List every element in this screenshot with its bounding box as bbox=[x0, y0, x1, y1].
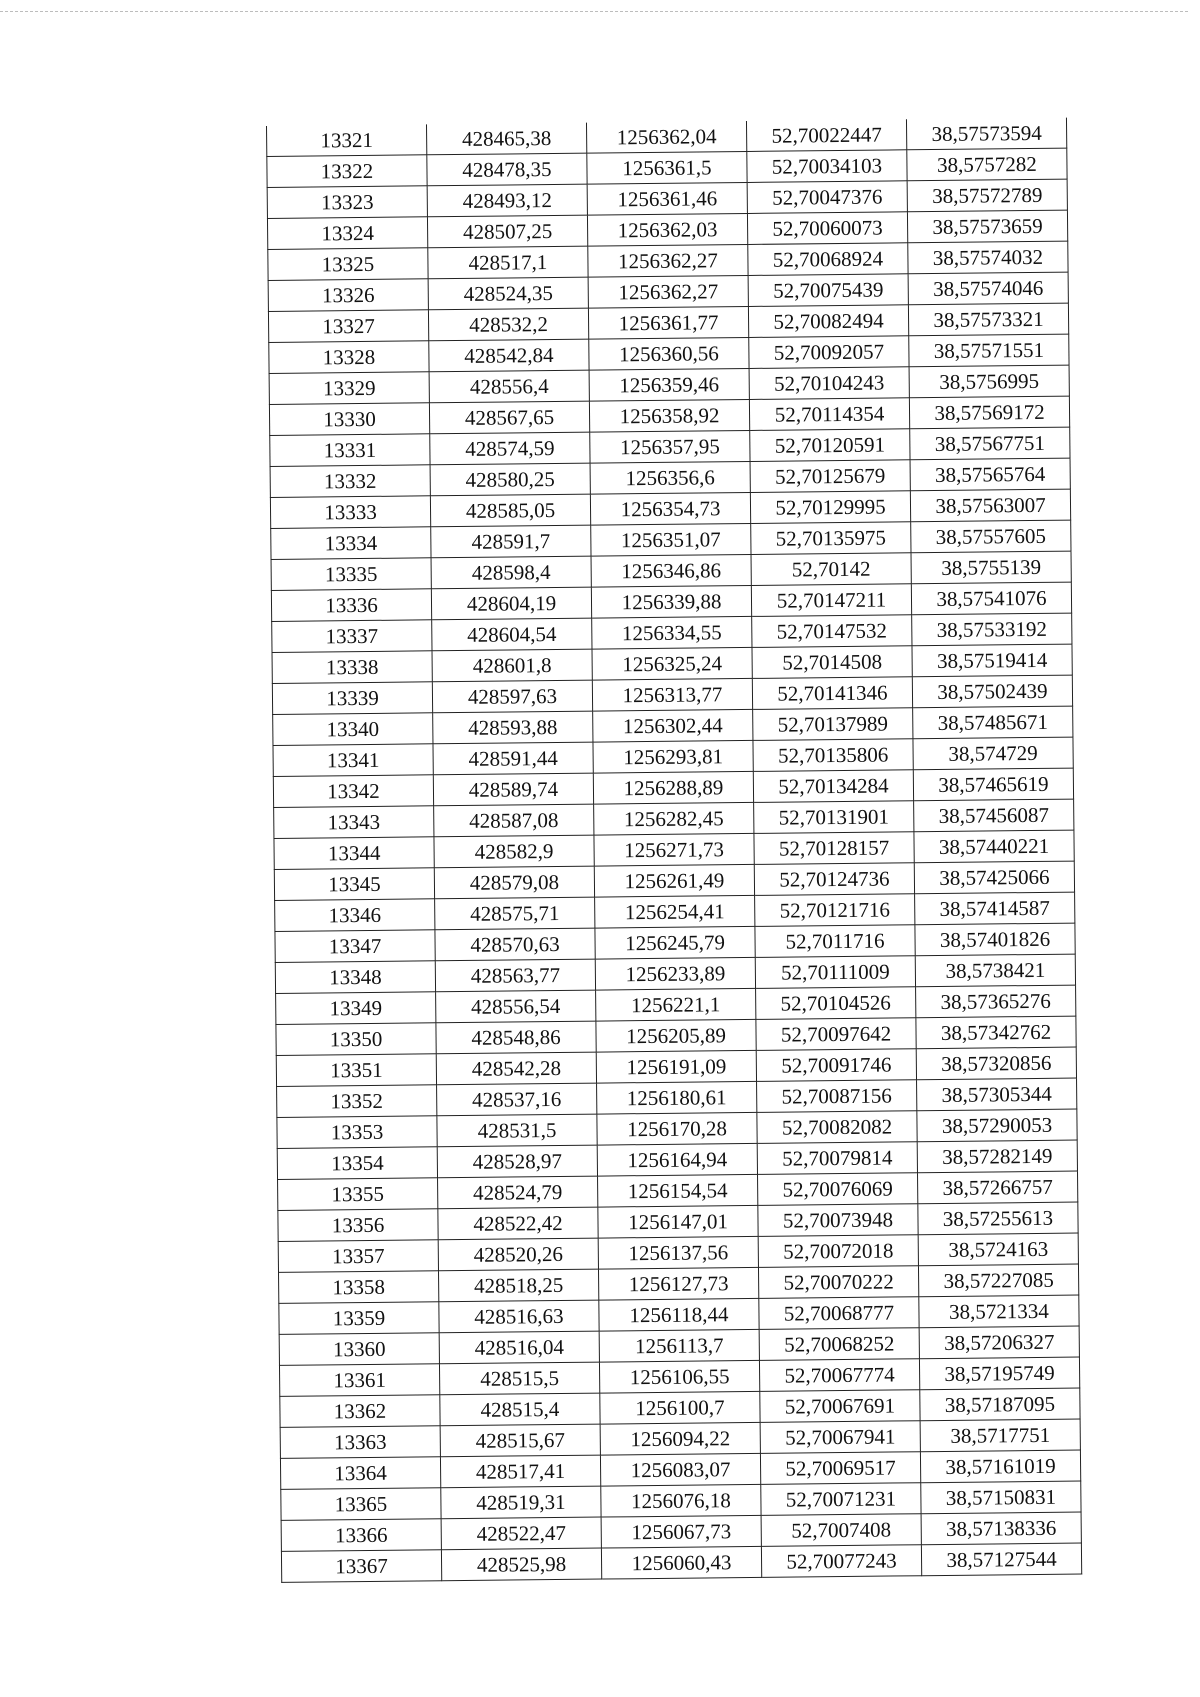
longitude-cell: 38,57290053 bbox=[917, 1109, 1077, 1142]
point-number-cell: 13343 bbox=[274, 806, 434, 839]
longitude-cell: 38,57266757 bbox=[917, 1171, 1077, 1204]
latitude-cell: 52,70134284 bbox=[753, 770, 913, 803]
y-coordinate-cell: 1256180,61 bbox=[597, 1081, 757, 1114]
longitude-cell: 38,57440221 bbox=[914, 830, 1074, 863]
x-coordinate-cell: 428518,25 bbox=[438, 1269, 598, 1302]
x-coordinate-cell: 428542,84 bbox=[429, 339, 589, 372]
x-coordinate-cell: 428585,05 bbox=[430, 494, 590, 527]
point-number-cell: 13351 bbox=[276, 1054, 436, 1087]
longitude-cell: 38,57565764 bbox=[910, 458, 1070, 491]
point-number-cell: 13356 bbox=[278, 1209, 438, 1242]
point-number-cell: 13342 bbox=[273, 775, 433, 808]
y-coordinate-cell: 1256357,95 bbox=[590, 430, 750, 463]
latitude-cell: 52,70068924 bbox=[748, 243, 908, 276]
longitude-cell: 38,57574032 bbox=[908, 241, 1068, 274]
y-coordinate-cell: 1256282,45 bbox=[594, 802, 754, 835]
y-coordinate-cell: 1256351,07 bbox=[591, 523, 751, 556]
latitude-cell: 52,70131901 bbox=[754, 801, 914, 834]
point-number-cell: 13322 bbox=[267, 155, 427, 188]
point-number-cell: 13339 bbox=[272, 682, 432, 715]
point-number-cell: 13359 bbox=[279, 1302, 439, 1335]
point-number-cell: 13349 bbox=[276, 992, 436, 1025]
latitude-cell: 52,70068252 bbox=[759, 1328, 919, 1361]
x-coordinate-cell: 428537,16 bbox=[437, 1083, 597, 1116]
point-number-cell: 13347 bbox=[275, 930, 435, 963]
latitude-cell: 52,70087156 bbox=[757, 1080, 917, 1113]
point-number-cell: 13350 bbox=[276, 1023, 436, 1056]
latitude-cell: 52,70082494 bbox=[748, 305, 908, 338]
point-number-cell: 13365 bbox=[281, 1488, 441, 1521]
latitude-cell: 52,70141346 bbox=[752, 677, 912, 710]
y-coordinate-cell: 1256360,56 bbox=[589, 337, 749, 370]
longitude-cell: 38,5755139 bbox=[911, 551, 1071, 584]
y-coordinate-cell: 1256060,43 bbox=[601, 1546, 761, 1579]
y-coordinate-cell: 1256346,86 bbox=[591, 554, 751, 587]
point-number-cell: 13324 bbox=[267, 217, 427, 250]
longitude-cell: 38,57519414 bbox=[912, 644, 1072, 677]
longitude-cell: 38,57187095 bbox=[920, 1388, 1080, 1421]
latitude-cell: 52,70082082 bbox=[757, 1111, 917, 1144]
y-coordinate-cell: 1256359,46 bbox=[589, 368, 749, 401]
longitude-cell: 38,5738421 bbox=[915, 954, 1075, 987]
latitude-cell: 52,70121716 bbox=[755, 894, 915, 927]
y-coordinate-cell: 1256361,5 bbox=[587, 151, 747, 184]
point-number-cell: 13325 bbox=[268, 248, 428, 281]
y-coordinate-cell: 1256083,07 bbox=[600, 1453, 760, 1486]
longitude-cell: 38,57401826 bbox=[915, 923, 1075, 956]
latitude-cell: 52,70067691 bbox=[760, 1390, 920, 1423]
longitude-cell: 38,57282149 bbox=[917, 1140, 1077, 1173]
x-coordinate-cell: 428522,42 bbox=[438, 1207, 598, 1240]
latitude-cell: 52,70060073 bbox=[747, 212, 907, 245]
y-coordinate-cell: 1256113,7 bbox=[599, 1329, 759, 1362]
y-coordinate-cell: 1256254,41 bbox=[595, 895, 755, 928]
latitude-cell: 52,70022447 bbox=[746, 119, 906, 151]
point-number-cell: 13331 bbox=[270, 434, 430, 467]
y-coordinate-cell: 1256293,81 bbox=[593, 740, 753, 773]
y-coordinate-cell: 1256076,18 bbox=[601, 1484, 761, 1517]
x-coordinate-cell: 428570,63 bbox=[435, 928, 595, 961]
longitude-cell: 38,57227085 bbox=[918, 1264, 1078, 1297]
point-number-cell: 13361 bbox=[279, 1364, 439, 1397]
y-coordinate-cell: 1256356,6 bbox=[590, 461, 750, 494]
latitude-cell: 52,7014508 bbox=[752, 646, 912, 679]
longitude-cell: 38,57557605 bbox=[911, 520, 1071, 553]
longitude-cell: 38,57574046 bbox=[908, 272, 1068, 305]
y-coordinate-cell: 1256164,94 bbox=[597, 1143, 757, 1176]
x-coordinate-cell: 428591,7 bbox=[431, 525, 591, 558]
y-coordinate-cell: 1256362,27 bbox=[588, 275, 748, 308]
point-number-cell: 13341 bbox=[273, 744, 433, 777]
x-coordinate-cell: 428478,35 bbox=[427, 153, 587, 186]
longitude-cell: 38,57456087 bbox=[914, 799, 1074, 832]
y-coordinate-cell: 1256271,73 bbox=[594, 833, 754, 866]
x-coordinate-cell: 428517,1 bbox=[428, 246, 588, 279]
point-number-cell: 13345 bbox=[274, 868, 434, 901]
point-number-cell: 13344 bbox=[274, 837, 434, 870]
y-coordinate-cell: 1256362,03 bbox=[587, 213, 747, 246]
longitude-cell: 38,57414587 bbox=[915, 892, 1075, 925]
longitude-cell: 38,57573594 bbox=[906, 118, 1066, 150]
latitude-cell: 52,70076069 bbox=[758, 1173, 918, 1206]
y-coordinate-cell: 1256354,73 bbox=[590, 492, 750, 525]
latitude-cell: 52,70137989 bbox=[753, 708, 913, 741]
longitude-cell: 38,5724163 bbox=[918, 1233, 1078, 1266]
y-coordinate-cell: 1256261,49 bbox=[594, 864, 754, 897]
point-number-cell: 13353 bbox=[277, 1116, 437, 1149]
point-number-cell: 13346 bbox=[275, 899, 435, 932]
longitude-cell: 38,57573659 bbox=[907, 210, 1067, 243]
longitude-cell: 38,57255613 bbox=[918, 1202, 1078, 1235]
y-coordinate-cell: 1256094,22 bbox=[600, 1422, 760, 1455]
x-coordinate-cell: 428524,79 bbox=[438, 1176, 598, 1209]
longitude-cell: 38,5721334 bbox=[919, 1295, 1079, 1328]
y-coordinate-cell: 1256313,77 bbox=[592, 678, 752, 711]
longitude-cell: 38,57425066 bbox=[914, 861, 1074, 894]
latitude-cell: 52,70129995 bbox=[750, 491, 910, 524]
x-coordinate-cell: 428515,67 bbox=[440, 1424, 600, 1457]
point-number-cell: 13334 bbox=[271, 527, 431, 560]
y-coordinate-cell: 1256106,55 bbox=[599, 1360, 759, 1393]
latitude-cell: 52,70091746 bbox=[756, 1049, 916, 1082]
y-coordinate-cell: 1256362,27 bbox=[588, 244, 748, 277]
point-number-cell: 13327 bbox=[268, 310, 428, 343]
latitude-cell: 52,70034103 bbox=[747, 150, 907, 183]
y-coordinate-cell: 1256067,73 bbox=[601, 1515, 761, 1548]
latitude-cell: 52,70092057 bbox=[749, 336, 909, 369]
point-number-cell: 13367 bbox=[281, 1550, 441, 1583]
scan-edge-line bbox=[0, 11, 1188, 12]
x-coordinate-cell: 428580,25 bbox=[430, 463, 590, 496]
latitude-cell: 52,70068777 bbox=[759, 1297, 919, 1330]
x-coordinate-cell: 428556,4 bbox=[429, 370, 589, 403]
coordinate-table-container bbox=[266, 118, 1081, 1583]
point-number-cell: 13360 bbox=[279, 1333, 439, 1366]
point-number-cell: 13355 bbox=[278, 1178, 438, 1211]
x-coordinate-cell: 428525,98 bbox=[441, 1548, 601, 1581]
x-coordinate-cell: 428520,26 bbox=[438, 1238, 598, 1271]
latitude-cell: 52,70125679 bbox=[750, 460, 910, 493]
y-coordinate-cell: 1256361,77 bbox=[588, 306, 748, 339]
point-number-cell: 13340 bbox=[273, 713, 433, 746]
x-coordinate-cell: 428528,97 bbox=[437, 1145, 597, 1178]
latitude-cell: 52,70124736 bbox=[754, 863, 914, 896]
longitude-cell: 38,57533192 bbox=[912, 613, 1072, 646]
latitude-cell: 52,70135975 bbox=[751, 522, 911, 555]
latitude-cell: 52,70067774 bbox=[759, 1359, 919, 1392]
longitude-cell: 38,57150831 bbox=[921, 1481, 1081, 1514]
latitude-cell: 52,70047376 bbox=[747, 181, 907, 214]
point-number-cell: 13348 bbox=[275, 961, 435, 994]
y-coordinate-cell: 1256339,88 bbox=[591, 585, 751, 618]
x-coordinate-cell: 428604,54 bbox=[432, 618, 592, 651]
longitude-cell: 38,57138336 bbox=[921, 1512, 1081, 1545]
latitude-cell: 52,70147532 bbox=[752, 615, 912, 648]
y-coordinate-cell: 1256325,24 bbox=[592, 647, 752, 680]
latitude-cell: 52,70070222 bbox=[758, 1266, 918, 1299]
longitude-cell: 38,57365276 bbox=[916, 985, 1076, 1018]
y-coordinate-cell: 1256147,01 bbox=[598, 1205, 758, 1238]
point-number-cell: 13362 bbox=[280, 1395, 440, 1428]
latitude-cell: 52,7011716 bbox=[755, 925, 915, 958]
x-coordinate-cell: 428522,47 bbox=[441, 1517, 601, 1550]
point-number-cell: 13336 bbox=[271, 589, 431, 622]
latitude-cell: 52,70097642 bbox=[756, 1018, 916, 1051]
y-coordinate-cell: 1256170,28 bbox=[597, 1112, 757, 1145]
point-number-cell: 13338 bbox=[272, 651, 432, 684]
latitude-cell: 52,70104243 bbox=[749, 367, 909, 400]
point-number-cell: 13352 bbox=[277, 1085, 437, 1118]
point-number-cell: 13329 bbox=[269, 372, 429, 405]
y-coordinate-cell: 1256154,54 bbox=[598, 1174, 758, 1207]
x-coordinate-cell: 428582,9 bbox=[434, 835, 594, 868]
latitude-cell: 52,70075439 bbox=[748, 274, 908, 307]
x-coordinate-cell: 428548,86 bbox=[436, 1021, 596, 1054]
y-coordinate-cell: 1256137,56 bbox=[598, 1236, 758, 1269]
y-coordinate-cell: 1256302,44 bbox=[593, 709, 753, 742]
point-number-cell: 13363 bbox=[280, 1426, 440, 1459]
x-coordinate-cell: 428556,54 bbox=[436, 990, 596, 1023]
point-number-cell: 13330 bbox=[269, 403, 429, 436]
x-coordinate-cell: 428493,12 bbox=[427, 184, 587, 217]
latitude-cell: 52,7007408 bbox=[761, 1514, 921, 1547]
latitude-cell: 52,70120591 bbox=[750, 429, 910, 462]
point-number-cell: 13332 bbox=[270, 465, 430, 498]
y-coordinate-cell: 1256361,46 bbox=[587, 182, 747, 215]
longitude-cell: 38,57195749 bbox=[919, 1357, 1079, 1390]
latitude-cell: 52,70071231 bbox=[761, 1483, 921, 1516]
longitude-cell: 38,5717751 bbox=[920, 1419, 1080, 1452]
point-number-cell: 13321 bbox=[266, 124, 426, 156]
x-coordinate-cell: 428601,8 bbox=[432, 649, 592, 682]
longitude-cell: 38,57206327 bbox=[919, 1326, 1079, 1359]
longitude-cell: 38,57573321 bbox=[908, 303, 1068, 336]
point-number-cell: 13364 bbox=[280, 1457, 440, 1490]
latitude-cell: 52,70142 bbox=[751, 553, 911, 586]
x-coordinate-cell: 428589,74 bbox=[433, 773, 593, 806]
longitude-cell: 38,57161019 bbox=[920, 1450, 1080, 1483]
x-coordinate-cell: 428542,28 bbox=[436, 1052, 596, 1085]
latitude-cell: 52,70069517 bbox=[760, 1452, 920, 1485]
x-coordinate-cell: 428563,77 bbox=[435, 959, 595, 992]
x-coordinate-cell: 428531,5 bbox=[437, 1114, 597, 1147]
latitude-cell: 52,70135806 bbox=[753, 739, 913, 772]
x-coordinate-cell: 428532,2 bbox=[428, 308, 588, 341]
x-coordinate-cell: 428519,31 bbox=[441, 1486, 601, 1519]
latitude-cell: 52,70111009 bbox=[755, 956, 915, 989]
x-coordinate-cell: 428593,88 bbox=[433, 711, 593, 744]
y-coordinate-cell: 1256127,73 bbox=[598, 1267, 758, 1300]
point-number-cell: 13323 bbox=[267, 186, 427, 219]
y-coordinate-cell: 1256205,89 bbox=[596, 1019, 756, 1052]
y-coordinate-cell: 1256191,09 bbox=[596, 1050, 756, 1083]
latitude-cell: 52,70147211 bbox=[751, 584, 911, 617]
point-number-cell: 13335 bbox=[271, 558, 431, 591]
point-number-cell: 13337 bbox=[272, 620, 432, 653]
longitude-cell: 38,57342762 bbox=[916, 1016, 1076, 1049]
latitude-cell: 52,70077243 bbox=[761, 1545, 921, 1578]
longitude-cell: 38,5756995 bbox=[909, 365, 1069, 398]
point-number-cell: 13366 bbox=[281, 1519, 441, 1552]
latitude-cell: 52,70104526 bbox=[756, 987, 916, 1020]
longitude-cell: 38,57127544 bbox=[921, 1543, 1081, 1576]
latitude-cell: 52,70072018 bbox=[758, 1235, 918, 1268]
x-coordinate-cell: 428598,4 bbox=[431, 556, 591, 589]
x-coordinate-cell: 428587,08 bbox=[434, 804, 594, 837]
y-coordinate-cell: 1256221,1 bbox=[596, 988, 756, 1021]
point-number-cell: 13328 bbox=[269, 341, 429, 374]
x-coordinate-cell: 428604,19 bbox=[431, 587, 591, 620]
x-coordinate-cell: 428516,04 bbox=[439, 1331, 599, 1364]
x-coordinate-cell: 428524,35 bbox=[428, 277, 588, 310]
latitude-cell: 52,70079814 bbox=[757, 1142, 917, 1175]
x-coordinate-cell: 428465,38 bbox=[426, 123, 586, 155]
x-coordinate-cell: 428591,44 bbox=[433, 742, 593, 775]
y-coordinate-cell: 1256334,55 bbox=[592, 616, 752, 649]
coordinate-table bbox=[266, 118, 1082, 1583]
latitude-cell: 52,70067941 bbox=[760, 1421, 920, 1454]
point-number-cell: 13326 bbox=[268, 279, 428, 312]
longitude-cell: 38,57569172 bbox=[909, 396, 1069, 429]
longitude-cell: 38,57320856 bbox=[916, 1047, 1076, 1080]
longitude-cell: 38,57465619 bbox=[913, 768, 1073, 801]
longitude-cell: 38,57541076 bbox=[911, 582, 1071, 615]
longitude-cell: 38,57485671 bbox=[913, 706, 1073, 739]
y-coordinate-cell: 1256288,89 bbox=[593, 771, 753, 804]
longitude-cell: 38,57567751 bbox=[910, 427, 1070, 460]
y-coordinate-cell: 1256233,89 bbox=[595, 957, 755, 990]
longitude-cell: 38,57563007 bbox=[910, 489, 1070, 522]
x-coordinate-cell: 428597,63 bbox=[432, 680, 592, 713]
longitude-cell: 38,57571551 bbox=[909, 334, 1069, 367]
x-coordinate-cell: 428515,4 bbox=[440, 1393, 600, 1426]
longitude-cell: 38,57502439 bbox=[912, 675, 1072, 708]
coordinate-table-body bbox=[266, 118, 1081, 1583]
longitude-cell: 38,574729 bbox=[913, 737, 1073, 770]
latitude-cell: 52,70128157 bbox=[754, 832, 914, 865]
y-coordinate-cell: 1256245,79 bbox=[595, 926, 755, 959]
x-coordinate-cell: 428515,5 bbox=[439, 1362, 599, 1395]
longitude-cell: 38,5757282 bbox=[907, 148, 1067, 181]
point-number-cell: 13358 bbox=[279, 1271, 439, 1304]
x-coordinate-cell: 428516,63 bbox=[439, 1300, 599, 1333]
x-coordinate-cell: 428517,41 bbox=[440, 1455, 600, 1488]
longitude-cell: 38,57572789 bbox=[907, 179, 1067, 212]
y-coordinate-cell: 1256358,92 bbox=[589, 399, 749, 432]
x-coordinate-cell: 428567,65 bbox=[429, 401, 589, 434]
x-coordinate-cell: 428507,25 bbox=[427, 215, 587, 248]
latitude-cell: 52,70073948 bbox=[758, 1204, 918, 1237]
longitude-cell: 38,57305344 bbox=[917, 1078, 1077, 1111]
x-coordinate-cell: 428579,08 bbox=[434, 866, 594, 899]
point-number-cell: 13333 bbox=[270, 496, 430, 529]
x-coordinate-cell: 428575,71 bbox=[435, 897, 595, 930]
y-coordinate-cell: 1256118,44 bbox=[599, 1298, 759, 1331]
point-number-cell: 13357 bbox=[278, 1240, 438, 1273]
x-coordinate-cell: 428574,59 bbox=[430, 432, 590, 465]
y-coordinate-cell: 1256362,04 bbox=[586, 121, 746, 153]
y-coordinate-cell: 1256100,7 bbox=[600, 1391, 760, 1424]
latitude-cell: 52,70114354 bbox=[749, 398, 909, 431]
point-number-cell: 13354 bbox=[277, 1147, 437, 1180]
